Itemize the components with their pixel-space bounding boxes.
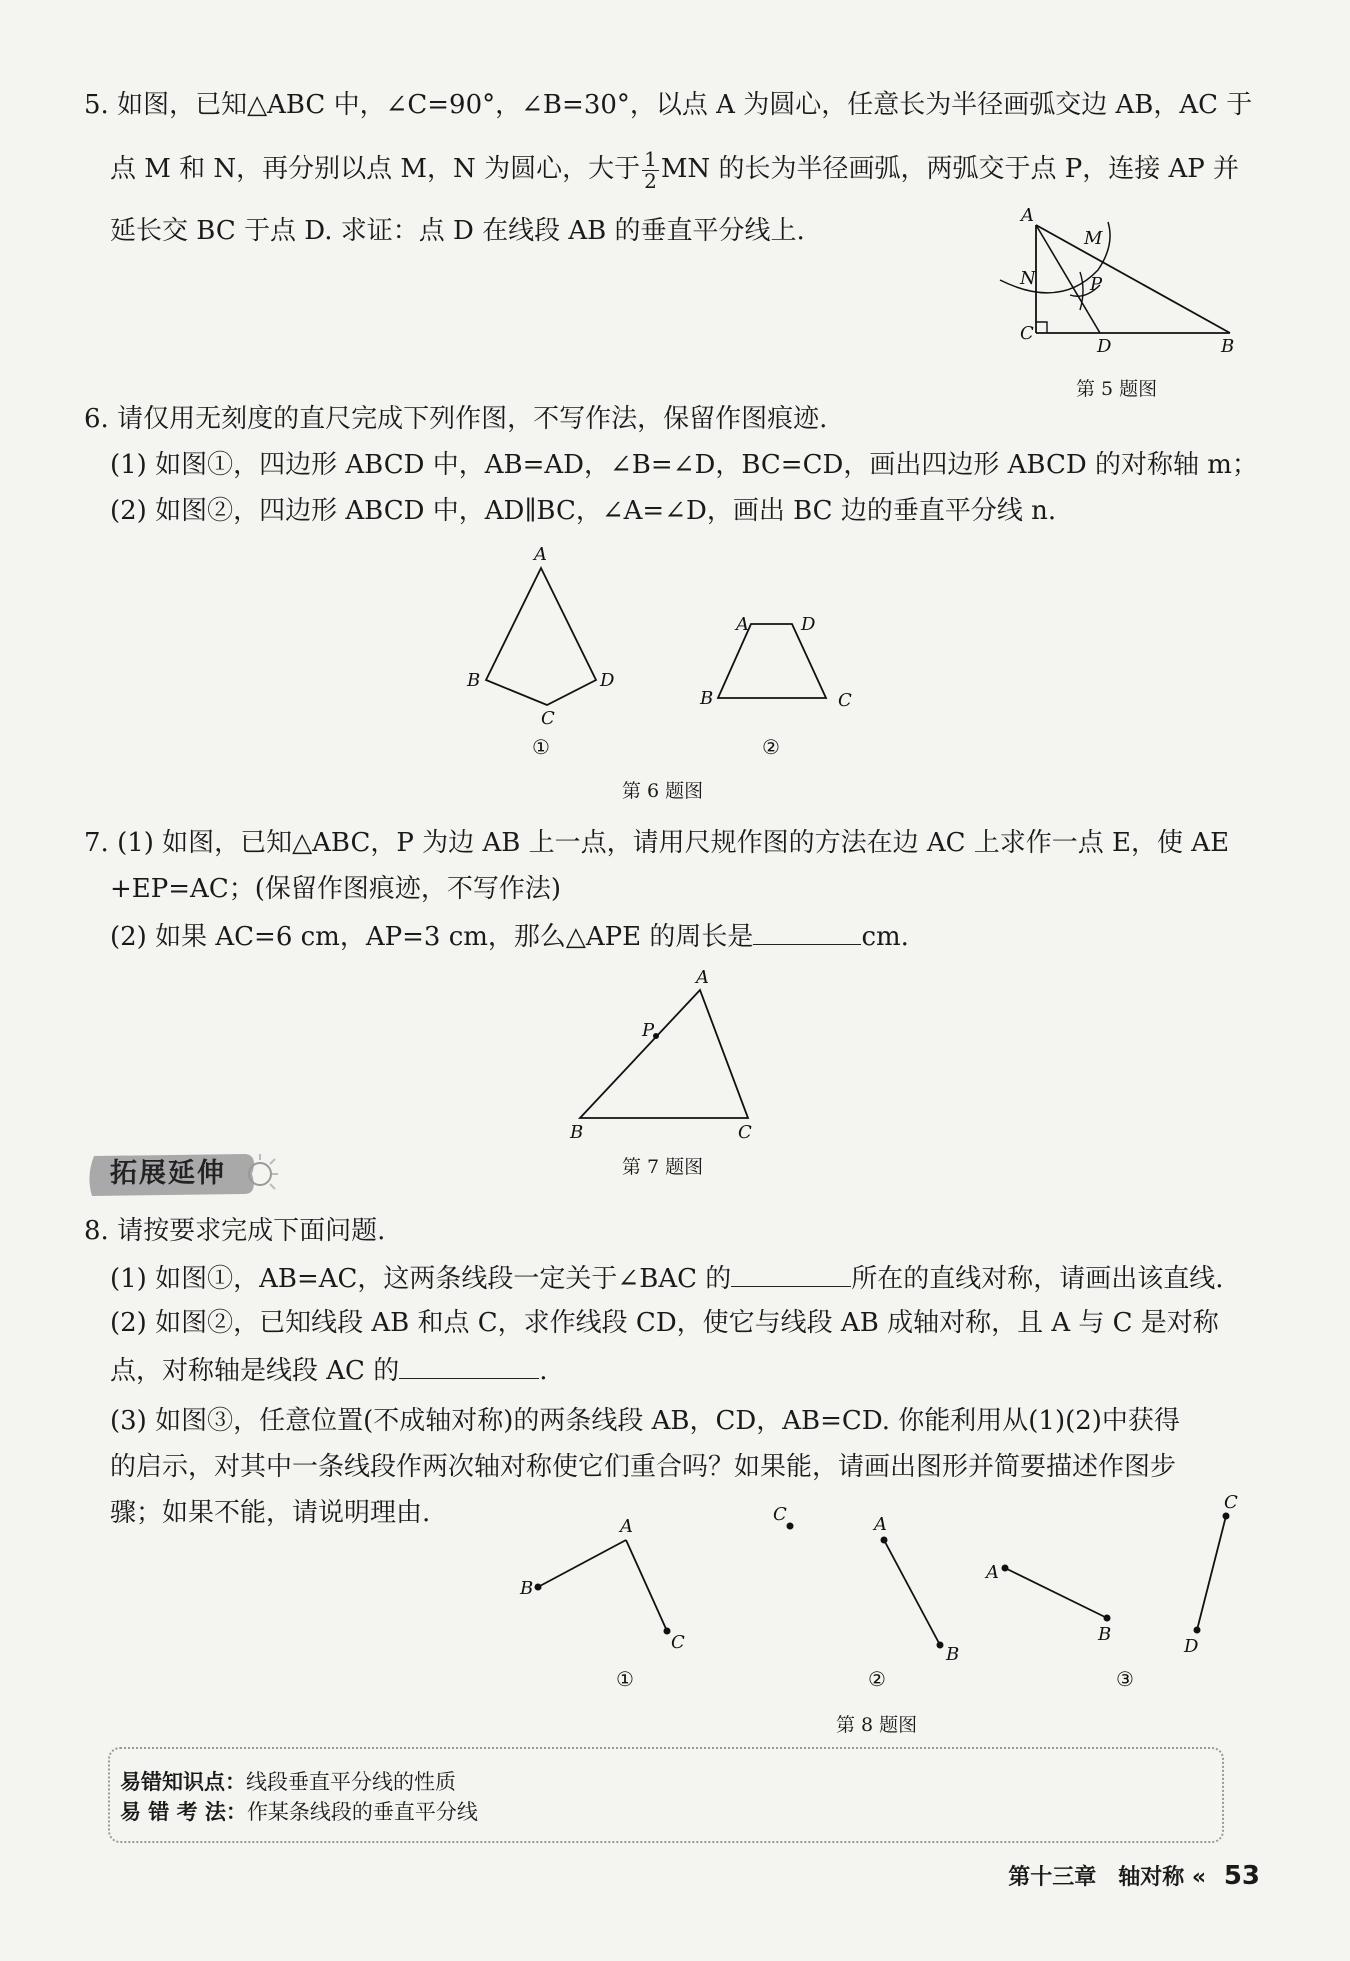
footer-arrows-icon: « <box>1191 1865 1207 1890</box>
q8-f2-label-C: C <box>773 1504 787 1525</box>
q5-label-M: M <box>1084 228 1103 249</box>
q8-line6: 的启示，对其中一条线段作两次轴对称使它们重合吗？如果能，请画出图形并简要描述作图步 <box>110 1452 1177 1482</box>
q5-line2-b: MN 的长为半径画弧，两弧交于点 P，连接 AP 并 <box>660 154 1240 184</box>
q6-f2-num: ② <box>762 735 780 759</box>
tip-key-1: 易错知识点： <box>120 1770 246 1794</box>
q7-label-B: B <box>570 1122 584 1140</box>
q6-f1-label-A: A <box>534 544 547 565</box>
q7-line2: +EP=AC；(保留作图痕迹，不写作法) <box>110 874 562 904</box>
tip-row-1 <box>120 1766 456 1796</box>
q8-f1-label-A: A <box>620 1516 633 1537</box>
q7-line1: 7. (1) 如图，已知△ABC，P 为边 AB 上一点，请用尺规作图的方法在边 AC 上求作一点 E，使 AE <box>84 828 1230 858</box>
q6-f1-label-D: D <box>600 670 615 691</box>
q6-line3: (2) 如图②，四边形 ABCD 中，AD∥BC，∠A=∠D，画出 BC 边的垂直平分线 n. <box>110 496 1057 526</box>
q6-line2: (1) 如图①，四边形 ABCD 中，AB=AD，∠B=∠D，BC=CD，画出四边形 ABCD 的对称轴 m； <box>110 450 1258 480</box>
q7-label-P: P <box>642 1020 655 1041</box>
q8-line2 <box>110 1264 1224 1292</box>
q5-frac-num: 1 <box>644 146 657 171</box>
q6-line1: 6. 请仅用无刻度的直尺完成下列作图，不写作法，保留作图痕迹. <box>84 404 828 434</box>
q8-line4 <box>110 1356 547 1384</box>
page-footer <box>1008 1860 1260 1891</box>
q8-f1-label-B: B <box>520 1578 534 1599</box>
tip-row-2 <box>120 1796 478 1826</box>
q6-figure <box>450 540 870 770</box>
q5-label-P: P <box>1090 274 1103 295</box>
q8-f1-num: ① <box>616 1667 634 1691</box>
q8-f2-label-A: A <box>874 1514 887 1535</box>
section-banner <box>88 1150 278 1198</box>
q8-f3-label-B: B <box>1098 1624 1112 1645</box>
q5-caption: 第 5 题图 <box>1076 378 1158 400</box>
q8-line4-b: . <box>539 1356 548 1386</box>
q8-f1-label-C: C <box>671 1632 685 1653</box>
tip-key-2: 易 错 考 法： <box>120 1800 247 1824</box>
q5-line2-a: 点 M 和 N，再分别以点 M，N 为圆心，大于 <box>110 154 641 184</box>
q7-label-C: C <box>738 1122 752 1140</box>
q5-frac-den: 2 <box>644 168 657 193</box>
q8-f3-label-D: D <box>1184 1636 1199 1657</box>
q7-line3-a: (2) 如果 AC=6 cm，AP=3 cm，那么△APE 的周长是 <box>110 922 754 952</box>
q7-caption: 第 7 题图 <box>622 1156 704 1178</box>
q6-caption: 第 6 题图 <box>622 780 704 802</box>
q5-label-A: A <box>1021 205 1034 226</box>
q5-label-B: B <box>1221 336 1235 357</box>
q8-line2-a: (1) 如图①，AB=AC，这两条线段一定关于∠BAC 的 <box>110 1264 732 1294</box>
q8-line5: (3) 如图③，任意位置(不成轴对称)的两条线段 AB，CD，AB=CD. 你能利用从(1)(2)中获得 <box>110 1406 1180 1436</box>
q8-line4-a: 点，对称轴是线段 AC 的 <box>110 1356 400 1386</box>
q6-f1-label-C: C <box>541 708 555 729</box>
q7-line3-b: cm. <box>861 922 909 952</box>
q6-f2-label-D: D <box>801 614 816 635</box>
q8-caption: 第 8 题图 <box>836 1714 918 1736</box>
q6-f2-label-C: C <box>838 690 852 711</box>
q7-line3 <box>110 922 909 950</box>
q8-f2-num: ② <box>868 1667 886 1691</box>
footer-chapter: 第十三章 轴对称 <box>1008 1865 1185 1890</box>
q6-f2-label-B: B <box>700 688 714 709</box>
q8-line2-b: 所在的直线对称，请画出该直线. <box>851 1264 1224 1294</box>
q8-line3: (2) 如图②，已知线段 AB 和点 C，求作线段 CD，使它与线段 AB 成轴对称，且 A 与 C 是对称 <box>110 1308 1219 1338</box>
q8-f2-label-B: B <box>946 1644 960 1665</box>
q8-figure <box>500 1490 1260 1710</box>
q8-f3-num: ③ <box>1116 1667 1134 1691</box>
q7-figure <box>560 960 780 1140</box>
q8-line7: 骤；如果不能，请说明理由. <box>110 1498 431 1528</box>
q7-label-A: A <box>696 967 709 988</box>
q5-label-D: D <box>1097 336 1112 357</box>
tip-value-1: 线段垂直平分线的性质 <box>246 1770 456 1794</box>
q5-fraction <box>642 146 659 193</box>
q5-line1: 5. 如图，已知△ABC 中，∠C=90°，∠B=30°，以点 A 为圆心，任意长为半径画弧交边 AB，AC 于 <box>84 90 1253 120</box>
q6-f1-label-B: B <box>467 670 481 691</box>
q8-blank-2[interactable] <box>399 1356 539 1379</box>
q5-line3: 延长交 BC 于点 D. 求证：点 D 在线段 AB 的垂直平分线上. <box>110 216 805 246</box>
q5-figure <box>990 200 1250 360</box>
q5-label-N: N <box>1020 268 1036 289</box>
q6-f2-label-A: A <box>736 614 749 635</box>
q8-f3-label-A: A <box>986 1562 999 1583</box>
tip-value-2: 作某条线段的垂直平分线 <box>246 1800 478 1824</box>
q8-line1: 8. 请按要求完成下面问题. <box>84 1216 386 1246</box>
q8-f3-label-C: C <box>1224 1492 1238 1513</box>
q5-line2 <box>110 144 1239 194</box>
page-number: 53 <box>1223 1861 1260 1891</box>
banner-label: 拓展延伸 <box>110 1158 226 1189</box>
q5-label-C: C <box>1020 323 1034 344</box>
q6-f1-num: ① <box>532 735 550 759</box>
q8-blank-1[interactable] <box>731 1264 851 1287</box>
q7-answer-blank[interactable] <box>753 922 861 945</box>
